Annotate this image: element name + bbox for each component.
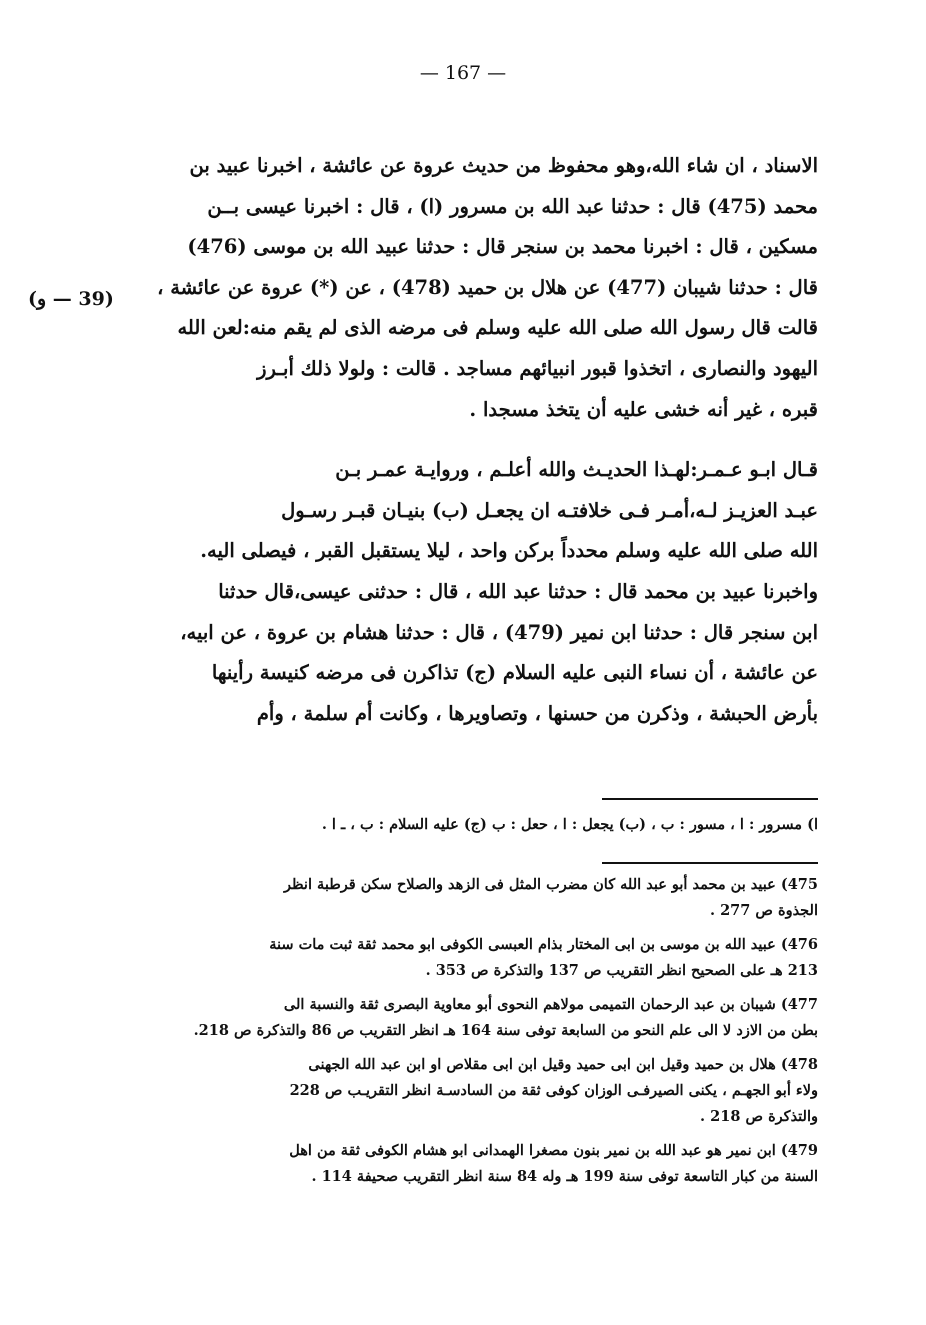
footnote-line: الجذوة ص 277 . [709, 902, 818, 919]
main-text [148, 146, 818, 734]
text-line: محمد (475) قال : حدثنا عبد الله بن مسرور (ا) ، قال : اخبرنا عيسى بــن [207, 194, 818, 218]
footnote-477 [148, 992, 818, 1044]
footnote-line: 479) ابن نمير هو عبد الله بن نمير بنون مصغرا الهمدانى ابو هشام الكوفى ثقة من اهل [289, 1142, 818, 1159]
text-line: قال : حدثنا شيبان (477) عن هلال بن حميد (478) ، عن (*) عروة عن عائشة ، [157, 275, 818, 299]
text-line: اليهود والنصارى ، اتخذوا قبور انبيائهم مساجد . قالت : ولولا ذلك أبـرز [257, 356, 818, 380]
text-line: مسكين ، قال : اخبرنا محمد بن سنجر قال : حدثنا عبيد الله بن موسى (476) [187, 235, 818, 259]
footnote-line: السنة من كبار التاسعة توفى سنة 199 هـ وله 84 سنة انظر التقريب صحيفة 114 . [311, 1168, 818, 1185]
footnote-475 [148, 872, 818, 924]
footnote-divider [602, 798, 818, 800]
variant-note [148, 812, 818, 846]
text-line: قالت قال رسول الله صلى الله عليه وسلم فى مرضه الذى لم يقم منه:لعن الله [177, 316, 818, 340]
variant-note-line: ا) مسرور : ا ، مسور : ب ، (ب) يجعل : ا ، حعل : ب (ج) عليه السلام : ب ، ـ ا . [321, 816, 818, 833]
text-line: بأرض الحبشة ، وذكرن من حسنها ، وتصاويرها ، وكانت أم سلمة ، وأم [256, 701, 818, 725]
paragraph-gap [148, 430, 818, 450]
footnote-476 [148, 932, 818, 984]
margin-reference: (39 — و) [28, 288, 114, 310]
footnote-line: ولاء أبو الجهـم ، يكنى الصيرفـى الوزان كوفى ثقة من السادسـة انظر التقريـب ص 228 [289, 1082, 818, 1099]
page-number: — 167 — [419, 62, 507, 84]
text-line: عبـد العزيـز لـه،أمـر فـى خلافتـه ان يجعـل (ب) بنيـان قبـر رسـول [281, 498, 818, 522]
footnote-line: 213 هـ على الصحيح انظر التقريب ص 137 والتذكرة ص 353 . [425, 962, 818, 979]
text-line: عن عائشة ، أن نساء النبى عليه السلام (ج) تذاكرن فى مرضه كنيسة رأينها [211, 661, 818, 685]
footnote-line: بطن من الازد لا الى علم النحو من السابعة توفى سنة 164 هـ انظر التقريب ص 86 والتذكرة ص 218. [193, 1022, 818, 1039]
text-line: قبره ، غير أنه خشى عليه أن يتخذ مسجدا . [469, 397, 818, 421]
footnote-line: والتذكرة ص 218 . [700, 1108, 818, 1125]
footnote-478 [148, 1052, 818, 1130]
footnote-line: 476) عبيد الله بن موسى بن ابى المختار بذام العبسى الكوفى ابو محمد ثقة ثبت مات سنة [269, 936, 818, 953]
footnote-divider [602, 862, 818, 864]
footnote-479 [148, 1138, 818, 1190]
text-line: الله صلى الله عليه وسلم محدداً بركن واحد ، ليلا يستقبل القبر ، فيصلى اليه. [200, 539, 818, 563]
text-line: قـال ابـو عـمـر:لهـذا الحديـث والله أعلـم ، وروايـة عمـر بـن [335, 458, 818, 482]
footnote-line: 477) شيبان بن عبد الرحمان التميمى مولاهم النحوى أبو معاوية البصرى ثقة والنسبة الى [283, 996, 818, 1013]
text-line: واخبرنا عبيد بن محمد قال : حدثنا عبد الله ، قال : حدثنى عيسى،قال حدثنا [218, 579, 818, 603]
footnote-line: 478) هلال بن حميد وقيل ابن ابى حميد وقيل ابن ابى مقلاص او ابن عبد الله الجهنى [308, 1056, 818, 1073]
text-line: الاسناد ، ان شاء الله،وهو محفوظ من حديث عروة عن عائشة ، اخبرنا عبيد بن [189, 154, 818, 177]
footnote-line: 475) عبيد بن محمد أبو عبد الله كان مضرب المثل فى الزهد والصلاح سكن قرطبة انظر [284, 876, 818, 893]
text-line: ابن سنجر قال : حدثنا ابن نمير (479) ، قال : حدثنا هشام بن عروة ، عن ابيه، [180, 620, 818, 644]
footnotes [148, 872, 818, 1198]
